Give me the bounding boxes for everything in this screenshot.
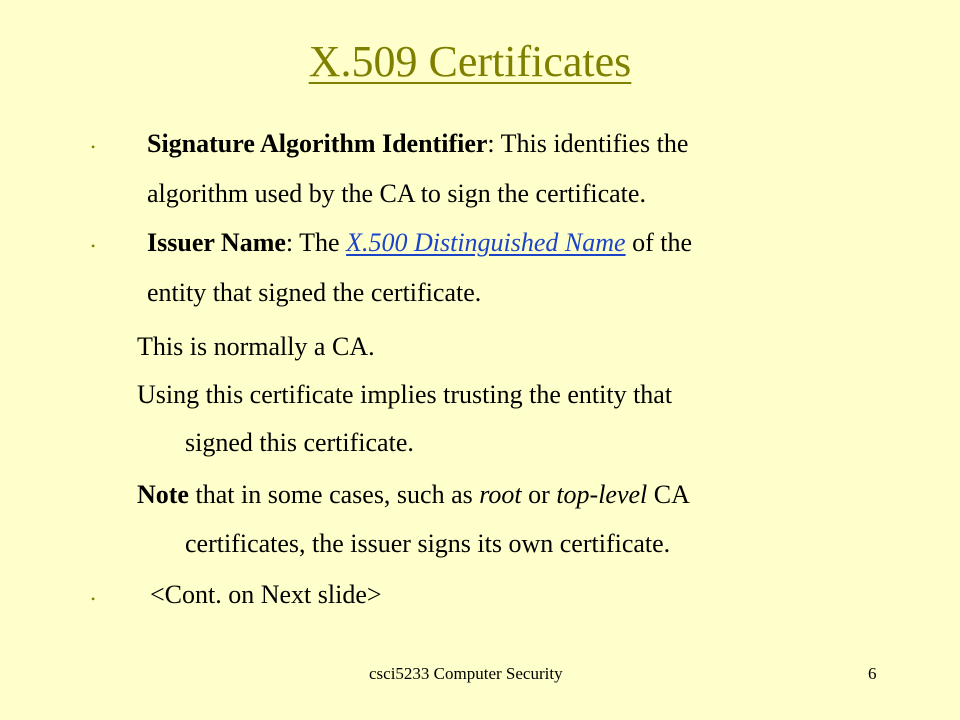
using-certificate-line2: signed this certificate. [185,428,414,457]
page-number: 6 [868,664,877,683]
bullet-icon: • [91,140,96,154]
note-text-c: CA [647,480,690,509]
x500-distinguished-name-link[interactable]: X.500 Distinguished Name [346,228,626,257]
using-certificate-line1: Using this certificate implies trusting the entity that [137,380,673,409]
normally-ca-text: This is normally a CA. [137,332,375,361]
bullet-signature-line2: algorithm used by the CA to sign the certificate. [147,179,646,208]
bullet-signature-line1 [147,127,688,161]
bullet-icon: • [91,592,96,606]
note-text-b: or [521,480,557,509]
note-line1 [137,478,690,512]
bullet-issuer-line2: entity that signed the certificate. [147,278,482,307]
signature-text: : This identifies the [487,129,689,158]
note-root-text: root [479,480,522,509]
slide-title: X.509 Certificates [308,37,632,86]
note-term: Note [137,480,189,509]
issuer-text-post: of the [625,228,693,257]
note-text-a: that in some cases, such as [188,480,480,509]
footer-course: csci5233 Computer Security [369,664,563,683]
note-top-level-text: top-level [556,480,648,509]
issuer-text-pre: : The [285,228,347,257]
continued-next-slide-text: <Cont. on Next slide> [150,580,382,609]
bullet-icon: • [91,239,96,253]
signature-term: Signature Algorithm Identifier [147,129,488,158]
issuer-term: Issuer Name [147,228,286,257]
bullet-issuer-line1 [147,226,692,260]
note-line2: certificates, the issuer signs its own certificate. [185,529,671,558]
